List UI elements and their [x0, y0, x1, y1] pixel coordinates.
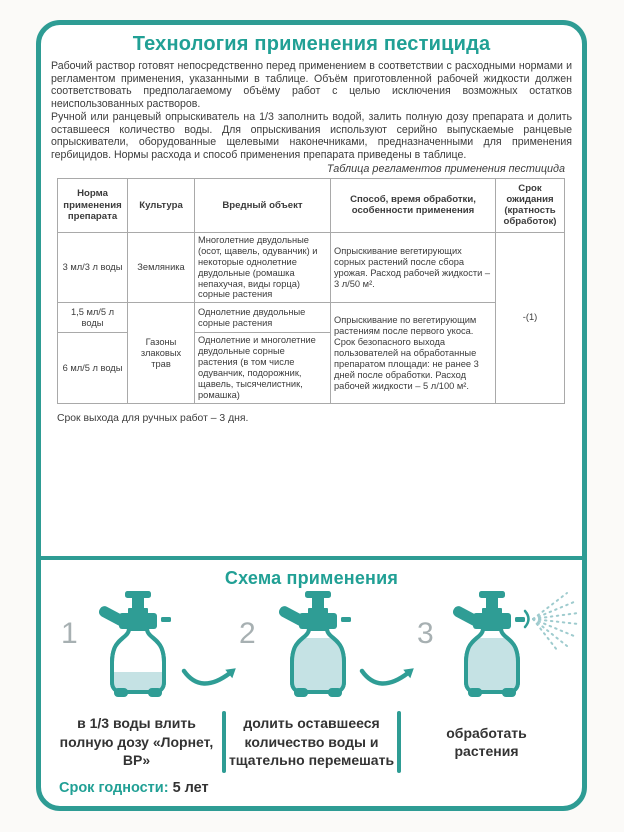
step-number-3: 3 [417, 617, 434, 650]
blank-space [41, 424, 582, 556]
spray-mist-icon [523, 591, 581, 653]
shelf-life [59, 780, 582, 796]
scheme-steps-row [41, 589, 582, 708]
step-number-1: 1 [61, 617, 78, 650]
table-header-row [58, 178, 565, 232]
cell-dose: 6 мл/5 л воды [58, 333, 128, 404]
sprayer-icon [279, 591, 357, 704]
step-caption-2 [226, 714, 397, 769]
table-row [58, 303, 565, 333]
cell-culture: Газоны злаковых трав [128, 303, 195, 404]
cell-pest: Однолетние двудольные сорные растения [195, 303, 331, 333]
intro-paragraph-1: Рабочий раствор готовят непосредственно перед применением в соответствии с расходными нормами и регламентом применения, указанными в таблице. Объём приготовленной рабочей жидкости должен соответствовать предполагаемому объёму работ с целью исключения возможных остатков неиспользованных растворов. [51, 60, 572, 111]
instruction-card [36, 20, 587, 811]
section-divider [41, 556, 582, 560]
shelf-life-label: Срок годности: [59, 780, 169, 796]
scheme-title: Схема применения [224, 568, 399, 588]
table-footnote: Срок выхода для ручных работ – 3 дня. [57, 413, 249, 425]
header-cell-dose: Норма применения препарата [58, 178, 128, 232]
cell-dose: 3 мл/3 л воды [58, 232, 128, 303]
curved-arrow-icon [359, 665, 419, 691]
table-caption: Таблица регламентов применения пестицида [326, 162, 565, 175]
shelf-life-value: 5 лет [172, 780, 209, 796]
step-caption-3 [401, 724, 572, 761]
curved-arrow-icon [181, 665, 241, 691]
cell-dose: 1,5 мл/5 л воды [58, 303, 128, 333]
regulations-table [57, 178, 565, 405]
sprayer-icon [453, 591, 531, 704]
step-caption-text: долить оставшееся количество воды и тщательно перемешать [228, 715, 395, 769]
cell-waiting: -(1) [496, 232, 565, 404]
step-caption-text: обработать растения [446, 724, 527, 759]
cell-method: Опрыскивание по вегетирующим растениям после первого укоса. Срок безопасного выхода пользователей на обработанные препаратом площади: не ранее 3 дней после обработки. Расход рабочей жидкости – 5 л/100 м². [331, 303, 496, 404]
table-row [58, 232, 565, 303]
step-caption-text: в 1/3 воды влить полную дозу «Лорнет, ВР» [59, 715, 214, 769]
scheme-captions-row [51, 710, 572, 774]
header-cell-culture: Культура [128, 178, 195, 232]
page-title: Технология применения пестицида [132, 33, 491, 55]
step-caption-1 [51, 714, 222, 769]
cell-method: Опрыскивание вегетирующих сорных растений после сбора урожая. Расход рабочей жидкости – 3 л/50 м². [331, 232, 496, 303]
intro-text [51, 60, 572, 162]
header-cell-method: Способ, время обработки, особенности применения [331, 178, 496, 232]
intro-paragraph-2: Ручной или ранцевый опрыскиватель на 1/3 заполнить водой, залить полную дозу препарата и долить оставшееся количество воды. Для опрыскивания используют серийно выпускаемые ранцевые опрыскиватели, оборудованные щелевыми наконечниками, предназначенными для применения гербицидов. Нормы расхода и способ применения препарата приведены в таблице. [51, 110, 572, 161]
cell-pest: Многолетние двудольные (осот, щавель, одуванчик) и некоторые однолетние двудольные (ромашка непахучая, виды горца) сорные растения [195, 232, 331, 303]
step-number-2: 2 [239, 617, 256, 650]
cell-culture: Земляника [128, 232, 195, 303]
cell-pest: Однолетние и многолетние двудольные сорные растения (в том числе одуванчик, подорожник, щавель, тысячелистник, ромашка) [195, 333, 331, 404]
header-cell-waiting: Срок ожидания (кратность обработок) [496, 178, 565, 232]
sprayer-icon [99, 591, 177, 704]
header-cell-pest: Вредный объект [195, 178, 331, 232]
